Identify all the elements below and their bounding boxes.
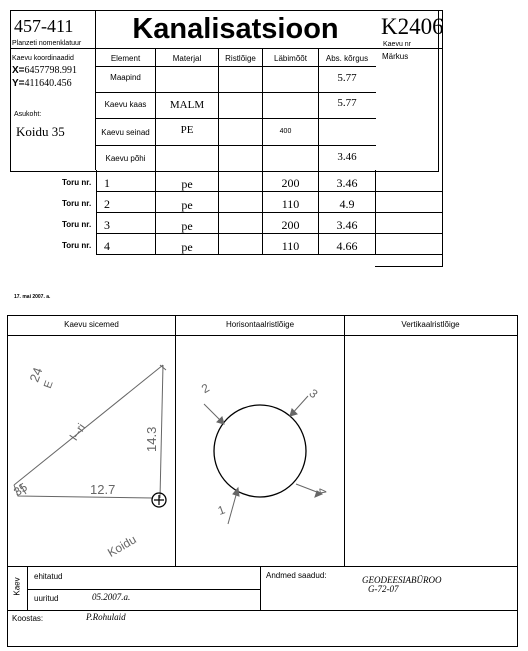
planzet-label: Planzeti nomenklatuur	[12, 40, 82, 47]
col-header-height: Abs. kõrgus	[325, 54, 369, 63]
koostas-label: Koostas:	[12, 614, 44, 623]
well-label: Kaevu nr	[383, 41, 412, 48]
pipe-tag-4: 4	[314, 486, 330, 496]
pipe-2-material: pe	[181, 198, 193, 212]
row-kaas-height: 5.77	[337, 97, 357, 109]
coord-x: X=6457798.991	[12, 65, 78, 76]
pipe-label-2: Toru nr.	[62, 199, 92, 208]
date-stamp: 17. mai 2007. a.	[14, 294, 51, 300]
pipe-3-material: pe	[181, 219, 193, 233]
pipe-2-diameter: 110	[281, 197, 300, 211]
location-value: Koidu 35	[16, 124, 65, 139]
sketch-35: 35	[10, 479, 30, 500]
row-kaas-material: MALM	[169, 99, 205, 111]
col-header-element: Element	[110, 54, 141, 63]
sketch-street: Koidu	[105, 532, 139, 560]
location-label: Asukoht:	[14, 111, 42, 118]
sketch-127: 12.7	[90, 482, 116, 497]
pipe-label-1: Toru nr.	[62, 178, 92, 187]
col-header-diameter: Läbimõõt	[274, 54, 307, 63]
well-number: K2406	[381, 14, 444, 39]
source-label: Andmed saadud:	[266, 571, 327, 580]
col-header-section: Ristlõige	[225, 54, 256, 63]
koostas-value: P.Rohulaid	[86, 612, 126, 622]
pipe-tag-2: 2	[199, 380, 212, 397]
pipe-2-nr: 2	[104, 197, 110, 211]
row-pohi-element: Kaevu põhi	[105, 154, 146, 163]
pipe-tag-1: 1	[215, 502, 227, 518]
row-seinad-material: PE	[180, 124, 194, 136]
page-title: Kanalisatsioon	[132, 13, 339, 45]
col-header-remark: Märkus	[382, 52, 409, 61]
planzet-number: 457-411	[14, 16, 74, 36]
pipe-1-nr: 1	[104, 176, 110, 190]
row-maapind-element: Maapind	[110, 73, 141, 82]
sketch-143: 14.3	[144, 426, 159, 452]
pipe-1-diameter: 200	[281, 176, 300, 190]
pipe-1-material: pe	[181, 177, 193, 191]
ties-sketch	[8, 336, 176, 566]
panel-title-horizontal: Horisontaalristlõige	[225, 320, 295, 329]
row-maapind-height: 5.77	[337, 72, 357, 84]
panel-title-vertical: Vertikaalristlõige	[401, 320, 460, 329]
col-header-material: Materjal	[172, 54, 202, 63]
coord-y: Y=411640.456	[12, 78, 72, 89]
pipe-label-3: Toru nr.	[62, 220, 92, 229]
row-pohi-height: 3.46	[337, 151, 357, 163]
row-kaas-element: Kaevu kaas	[104, 100, 147, 109]
uuritud-label: uuritud	[34, 594, 59, 603]
row-seinad-element: Kaevu seinad	[101, 128, 150, 137]
pipe-tag-3: 3	[306, 386, 321, 402]
sketch-ptr: l--ri	[67, 420, 89, 443]
pipe-1-height: 3.46	[336, 176, 358, 190]
row-seinad-diameter: 400	[279, 128, 292, 135]
source-code: G-72-07	[368, 584, 399, 594]
sketch-24: 24	[26, 365, 46, 385]
well-circle	[214, 405, 306, 497]
pipe-4-height: 4.66	[336, 239, 358, 253]
pipe-3-diameter: 200	[281, 218, 300, 232]
pipe-2-height: 4.9	[339, 197, 355, 211]
source-org: GEODEESIABÜROO	[362, 575, 442, 585]
pipe-3-nr: 3	[104, 218, 110, 232]
pipe-4-material: pe	[181, 240, 193, 254]
pipe-label-4: Toru nr.	[62, 241, 92, 250]
pipe-4-diameter: 110	[281, 239, 300, 253]
coords-label: Kaevu koordinaadid	[12, 55, 74, 62]
horizontal-section	[176, 336, 344, 566]
ehitatud-label: ehitatud	[34, 572, 63, 581]
uuritud-value: 05.2007.a.	[92, 592, 131, 602]
panel-title-ties: Kaevu sicemed	[64, 320, 119, 329]
sketch-24-unit: E	[41, 379, 56, 391]
kaev-label: Kaev	[12, 577, 22, 596]
pipe-3-height: 3.46	[336, 218, 358, 232]
pipe-4-nr: 4	[104, 239, 110, 253]
